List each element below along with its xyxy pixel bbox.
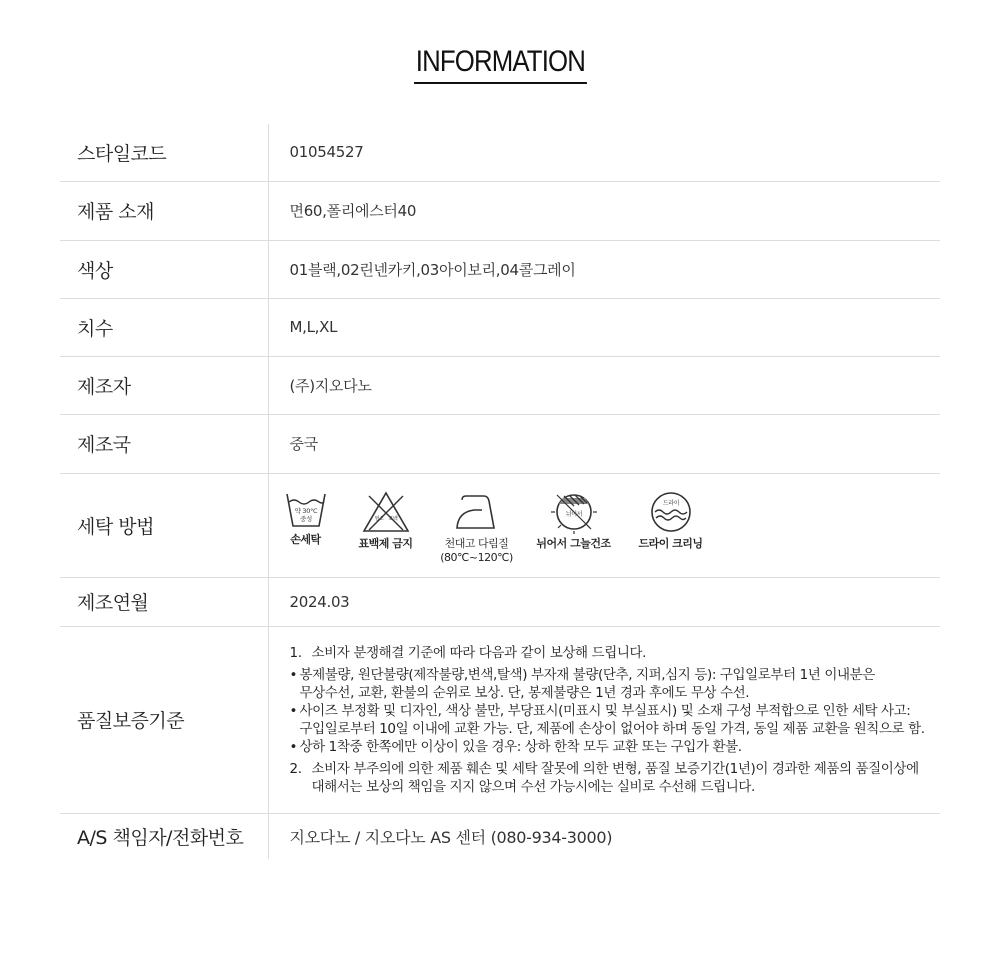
iron-caption: 천대고 다림질	[444, 536, 509, 550]
line-dry-shade-icon	[549, 490, 599, 534]
quality-bullet-text: 구입일로부터 10일 이내에 교환 가능. 단, 제품에 손상이 없어야 하며 동일 가격, 동일 제품 교환을 원칙으로 함.	[299, 720, 925, 737]
quality-item-text: 대해서는 보상의 책임을 지지 않으며 수선 가능시에는 실비로 수선해 드립니다.	[311, 778, 755, 795]
wash-item	[355, 490, 417, 551]
as-value: 지오다노 / 지오다노 AS 센터 (080-934-3000)	[289, 827, 613, 847]
no-bleach-caption: 표백제 금지	[358, 536, 413, 550]
quality-label: 품질보증기준	[60, 626, 268, 813]
quality-bullet-text: 무상수선, 교환, 환불의 순위로 보상. 단, 봉제불량은 1년 경과 후에도 무상 수선.	[299, 684, 750, 701]
table-row	[60, 298, 940, 356]
page-title: INFORMATION	[414, 44, 587, 84]
quality-item-2	[290, 760, 941, 796]
line-dry-inner: 뉘어서	[565, 510, 582, 518]
as-label: A/S 책임자/전화번호	[60, 813, 268, 859]
table-row	[60, 124, 940, 181]
table-row	[60, 181, 940, 240]
wash-item	[631, 490, 711, 551]
mfg-date-value: 2024.03	[268, 577, 940, 626]
table-row	[60, 356, 940, 414]
dry-clean-caption: 드라이 크리닝	[638, 536, 703, 550]
wash-value	[268, 473, 940, 577]
wash-item	[529, 490, 619, 551]
line-dry-caption: 뉘어서 그늘건조	[536, 536, 611, 550]
table-row	[60, 473, 940, 577]
material-label: 제품 소재	[60, 181, 268, 240]
size-value: M,L,XL	[268, 298, 940, 356]
quality-item-text: 소비자 분쟁해결 기준에 따라 다음과 같이 보상해 드립니다.	[311, 644, 647, 661]
bullet-mark: •	[289, 702, 298, 719]
dry-clean-icon	[647, 490, 695, 534]
maker-label: 제조자	[60, 356, 268, 414]
hand-wash-caption: 손세탁	[290, 532, 321, 546]
bullet-mark: •	[289, 738, 298, 755]
iron-icon	[452, 490, 502, 534]
iron-temp-caption: (80℃~120℃)	[440, 550, 513, 564]
hand-wash-detergent: 중성	[299, 514, 312, 523]
no-bleach-inner-1: 염소	[373, 515, 384, 522]
quality-bullet-text: 상하 1착중 한쪽에만 이상이 있을 경우: 상하 한착 모두 교환 또는 구입가 환불.	[299, 738, 742, 755]
table-row	[60, 626, 940, 813]
table-row	[60, 240, 940, 298]
table-row	[60, 577, 940, 626]
hand-wash-temp: 약 30°C	[294, 506, 317, 515]
style-code-value: 01054527	[268, 124, 940, 181]
product-info-table	[60, 124, 940, 859]
no-bleach-icon	[361, 490, 411, 534]
quality-bullet-text: 봉제불량, 원단불량(제작불량,변색,탈색) 부자재 불량(단추, 지퍼,심지 등): 구입일로부터 1년 이내분은	[299, 666, 875, 683]
wash-item	[277, 490, 335, 547]
hand-wash-icon	[284, 490, 328, 530]
quality-item-number: 2.	[289, 760, 302, 777]
country-label: 제조국	[60, 414, 268, 473]
quality-text	[290, 644, 941, 796]
quality-bullet-1	[290, 666, 941, 702]
quality-item-number: 1.	[289, 644, 302, 661]
table-row	[60, 414, 940, 473]
style-code-label: 스타일코드	[60, 124, 268, 181]
title-wrap	[0, 44, 1000, 84]
wash-icons	[277, 486, 941, 565]
quality-bullet-text: 사이즈 부정확 및 디자인, 색상 불만, 부당표시(미표시 및 부실표시) 및 소재 구성 부적합으로 인한 세탁 사고:	[299, 702, 911, 719]
quality-item-1	[290, 644, 941, 662]
quality-bullet-2	[290, 702, 941, 738]
country-value: 중국	[268, 414, 940, 473]
quality-bullet-3	[290, 738, 941, 756]
maker-value: (주)지오다노	[268, 356, 940, 414]
size-label: 치수	[60, 298, 268, 356]
bullet-mark: •	[289, 666, 298, 683]
wash-item	[437, 490, 517, 565]
dry-clean-inner: 드라이	[662, 499, 679, 507]
color-label: 색상	[60, 240, 268, 298]
no-bleach-inner-2: 표백	[387, 515, 398, 522]
wash-label: 세탁 방법	[60, 473, 268, 577]
table-row	[60, 813, 940, 859]
quality-item-text: 소비자 부주의에 의한 제품 훼손 및 세탁 잘못에 의한 변형, 품질 보증기간(1년)이 경과한 제품의 품질이상에	[311, 760, 919, 777]
mfg-date-label: 제조연월	[60, 577, 268, 626]
material-value: 면60,폴리에스터40	[268, 181, 940, 240]
color-value: 01블랙,02린넨카키,03아이보리,04콜그레이	[268, 240, 940, 298]
quality-value	[268, 626, 940, 813]
